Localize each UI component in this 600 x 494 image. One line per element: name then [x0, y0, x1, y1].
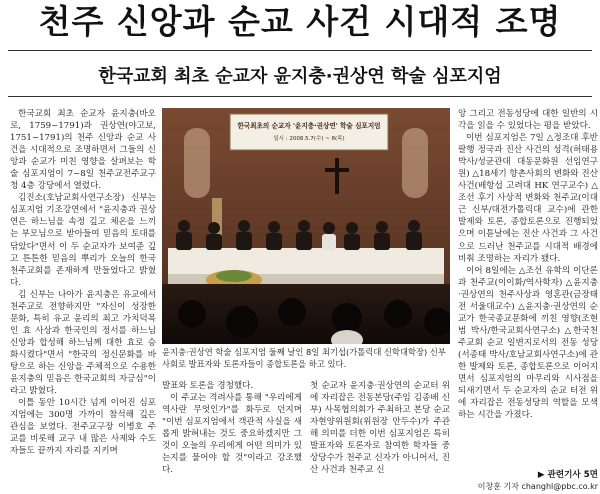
paragraph: 김 신부는 나아가 윤지충은 유교에서 천주교로 전향하지만 "자신이 성장한 문화, 특히 유교 윤리의 최고 가치덕목인 효 사상과 한국인의 정서를 하느님 신앙과 합성해 하느님께 대한 효로 승화시켰다"면서 "한국의 정신문화를 바탕으로 하는 신앙을 주체적으로 수용한 윤지충의 믿음은 한국교회의 자긍심"이라고 밝혔다.	[10, 289, 156, 397]
article-column-1	[10, 108, 156, 486]
paragraph: 한국교회 최초 순교자 윤지충(바오로, 1759~1791)과 권상연(야고보, 1751~1791)의 천주 신앙과 순교 사건을 시대적으로 조명하면서 그들의 신앙과 순교가 미친 영향을 살펴보는 학술 심포지엄이 7~8일 천주교전주교구청 4층 강당에서 열렸다.	[10, 109, 156, 192]
paragraph: 앙 그리고 전동성당에 대한 일반의 시각을 읽을 수 있었다는 평을 받았다.	[458, 109, 598, 132]
related-article-link[interactable]: ▶ 관련기사 5면	[537, 470, 598, 480]
paragraph: 이어 8일에는 △조선 유학의 이단론과 천주교(이이화/역사학자) △윤지충·권상연의 천주사상과 영혼관(금장태 전 서울대교수) △윤지충·권상연의 순교가 한국종교문화에 끼친 영향(조현범 박사/한국교회사연구소) △한국천주교회 순교 일변지로서의 전동 성당(서종태 박사/호남교회사연구소)에 관한 발제와 토론, 종합토론으로 이어지면서 심포지엄의 마무리와 시사점을 되새기면서 두 순교자의 순교 터전 위에 자리잡은 전동성당의 역할을 모색하는 시간을 가졌다.	[458, 265, 598, 421]
paragraph: 김진소(호남교회사연구소장) 신부는 심포지엄 기조강연에서 "윤지충과 권상연은 하느님을 속정 깊고 체온을 느끼는 부모님으로 받아들여 믿음의 토대를 닦았다"면서 이 두 순교자가 보여준 깊고 튼튼한 믿음의 뿌리가 오늘의 한국 천주교회를 존재하게 만들었다고 밝혔다.	[10, 193, 156, 288]
article-column-2	[162, 380, 302, 486]
divider-top	[8, 50, 592, 51]
divider-bottom	[8, 96, 592, 97]
paragraph: 이틀 동안 10시간 넘게 이어진 심포지엄에는 300명 가까이 참석해 깊은 관심을 보였다. 전주교구장 이병호 주교를 비롯해 교구 내 많은 사제와 수도자들도 끝까지 자리를 지키며	[10, 398, 156, 457]
photo-caption: 윤지충·권상연 학술 심포지엄 둘째 날인 8일 최기섭(가톨릭대 신학대학장) 신부 사회로 발표자와 토론자들이 종합토론을 하고 있다.	[162, 347, 446, 369]
paragraph: 이번 심포지엄은 7일 △정조대 후반 팔행 정국과 진산 사건의 성격(허태용 박사/성균관대 대동문화원 선임연구원) △18세기 향촌사회의 변화와 진산사건(배항섭 고려대 HK 연구교수) △조선 후기 사상적 변화와 천주교(이대근 신부/대전가톨릭대 교수)에 관한 발제와 토론, 종합토론으로 진행되었으며 이튿날에는 진산 사건과 그 사건으로 드러난 천주교를 시대적 배경에 비춰 조명하는 자리가 됐다.	[458, 133, 598, 264]
subheadline: 한국교회 최초 순교자 윤지충·권상연 학술 심포지엄	[98, 66, 502, 87]
paragraph: 첫 순교자 윤지충·권상연의 순교터 위에 자리잡은 전동본당(주임 김종배 신부) 사목협의회가 주최하고 본당 순교자현양위원회(위원장 안두수)가 주관해 의미를 더한 이번 심포지엄은 특히 발표자와 토론자로 참여한 학자들 중 상당수가 천주교 신자가 아니어서, 진산 사건과 천주교 신	[310, 381, 450, 476]
symposium-photo	[162, 108, 450, 344]
banner-title: 한국최초의 순교자 '윤지충·권상연' 학술 심포지엄	[237, 122, 381, 130]
paragraph: 발표와 토론을 경청했다.	[162, 381, 254, 391]
article-column-3	[310, 380, 450, 486]
headline: 천주 신앙과 순교 사건 시대적 조명	[38, 2, 562, 41]
banner-date: 일시 : 2008.5.7(수) ~ 8(목)	[273, 136, 345, 142]
byline: 이창훈 기자 changhl@pbc.co.kr	[477, 482, 598, 491]
article-column-4	[458, 108, 598, 470]
paragraph: 이 주교는 격려사를 통해 "우리에게 역사란 무엇인가"를 화두로 던지며 "이번 심포지엄에서 객관적 사실을 새롭게 밝혀내는 것도 중요하겠지만 그것이 오늘의 우리에게 어떤 의미가 있는지를 물어야 할 것"이라고 강조했다.	[162, 393, 302, 476]
symposium-photo-illustration	[162, 108, 450, 344]
